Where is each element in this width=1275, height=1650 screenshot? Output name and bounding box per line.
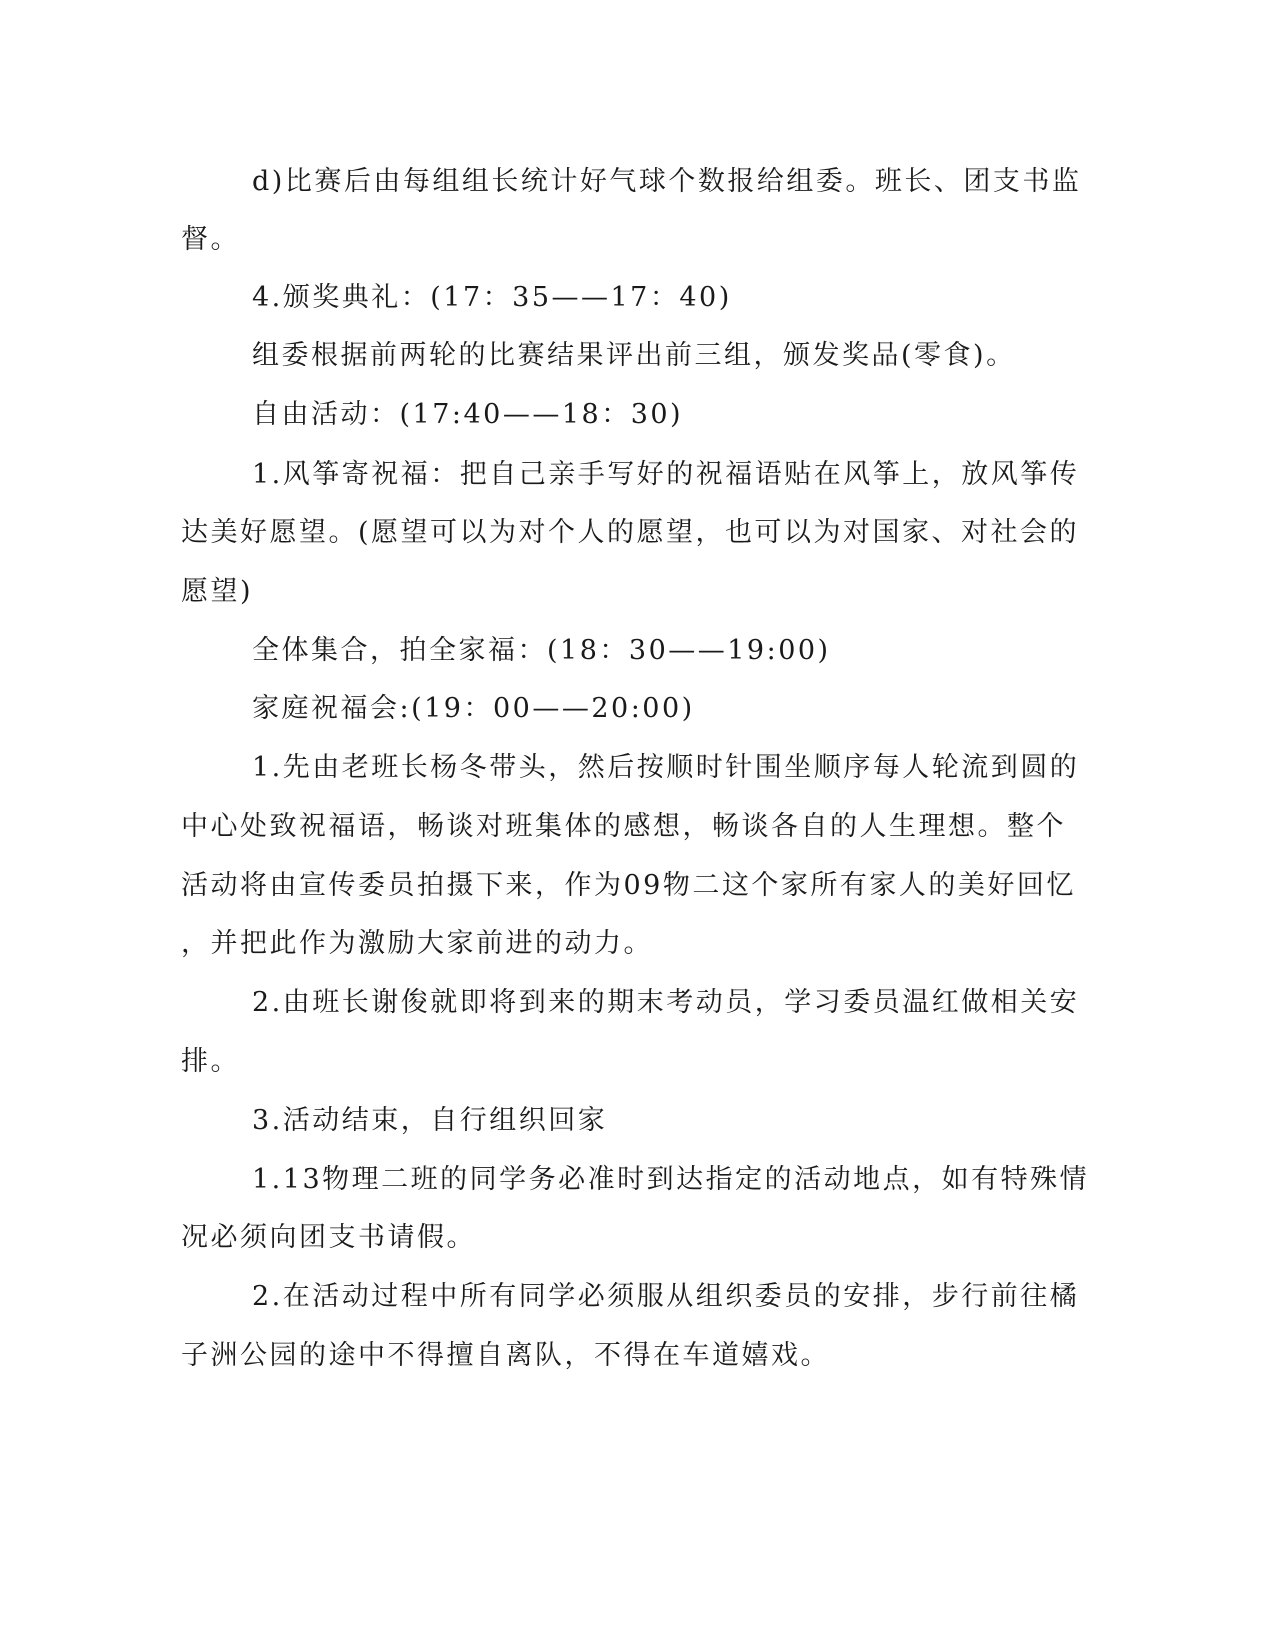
text-line: d)比赛后由每组组长统计好气球个数报给组委。班长、团支书监 <box>252 166 1082 197</box>
text-line: 愿望) <box>181 576 254 607</box>
section-heading: 全体集合，拍全家福：(18：30——19:00) <box>252 635 831 666</box>
text-line: 活动将由宣传委员拍摄下来，作为09物二这个家所有家人的美好回忆 <box>181 870 1076 901</box>
section-heading: 4.颁奖典礼：(17：35——17：40) <box>252 282 732 313</box>
text-line: 1.风筝寄祝福：把自己亲手写好的祝福语贴在风筝上，放风筝传 <box>252 459 1080 490</box>
text-line: 2.由班长谢俊就即将到来的期末考动员，学习委员温红做相关安 <box>252 987 1080 1018</box>
text-line: 中心处致祝福语，畅谈对班集体的感想，畅谈各自的人生理想。整个 <box>181 811 1066 842</box>
text-line: 子洲公园的途中不得擅自离队，不得在车道嬉戏。 <box>181 1340 830 1371</box>
text-line: 排。 <box>181 1046 240 1077</box>
text-line: 2.在活动过程中所有同学必须服从组织委员的安排，步行前往橘 <box>252 1281 1080 1312</box>
text-line: 况必须向团支书请假。 <box>181 1222 476 1253</box>
text-line: 达美好愿望。(愿望可以为对个人的愿望，也可以为对国家、对社会的 <box>181 517 1080 548</box>
section-heading: 自由活动：(17:40——18：30) <box>252 399 684 430</box>
text-line: ，并把此作为激励大家前进的动力。 <box>181 928 653 959</box>
section-heading: 家庭祝福会:(19：00——20:00) <box>252 693 695 724</box>
text-line: 3.活动结束，自行组织回家 <box>252 1105 608 1136</box>
text-line: 1.先由老班长杨冬带头，然后按顺时针围坐顺序每人轮流到圆的 <box>252 752 1080 783</box>
text-line: 组委根据前两轮的比赛结果评出前三组，颁发奖品(零食)。 <box>252 340 1016 371</box>
text-line: 1.13物理二班的同学务必准时到达指定的活动地点，如有特殊情 <box>252 1164 1090 1195</box>
text-line: 督。 <box>181 224 240 255</box>
